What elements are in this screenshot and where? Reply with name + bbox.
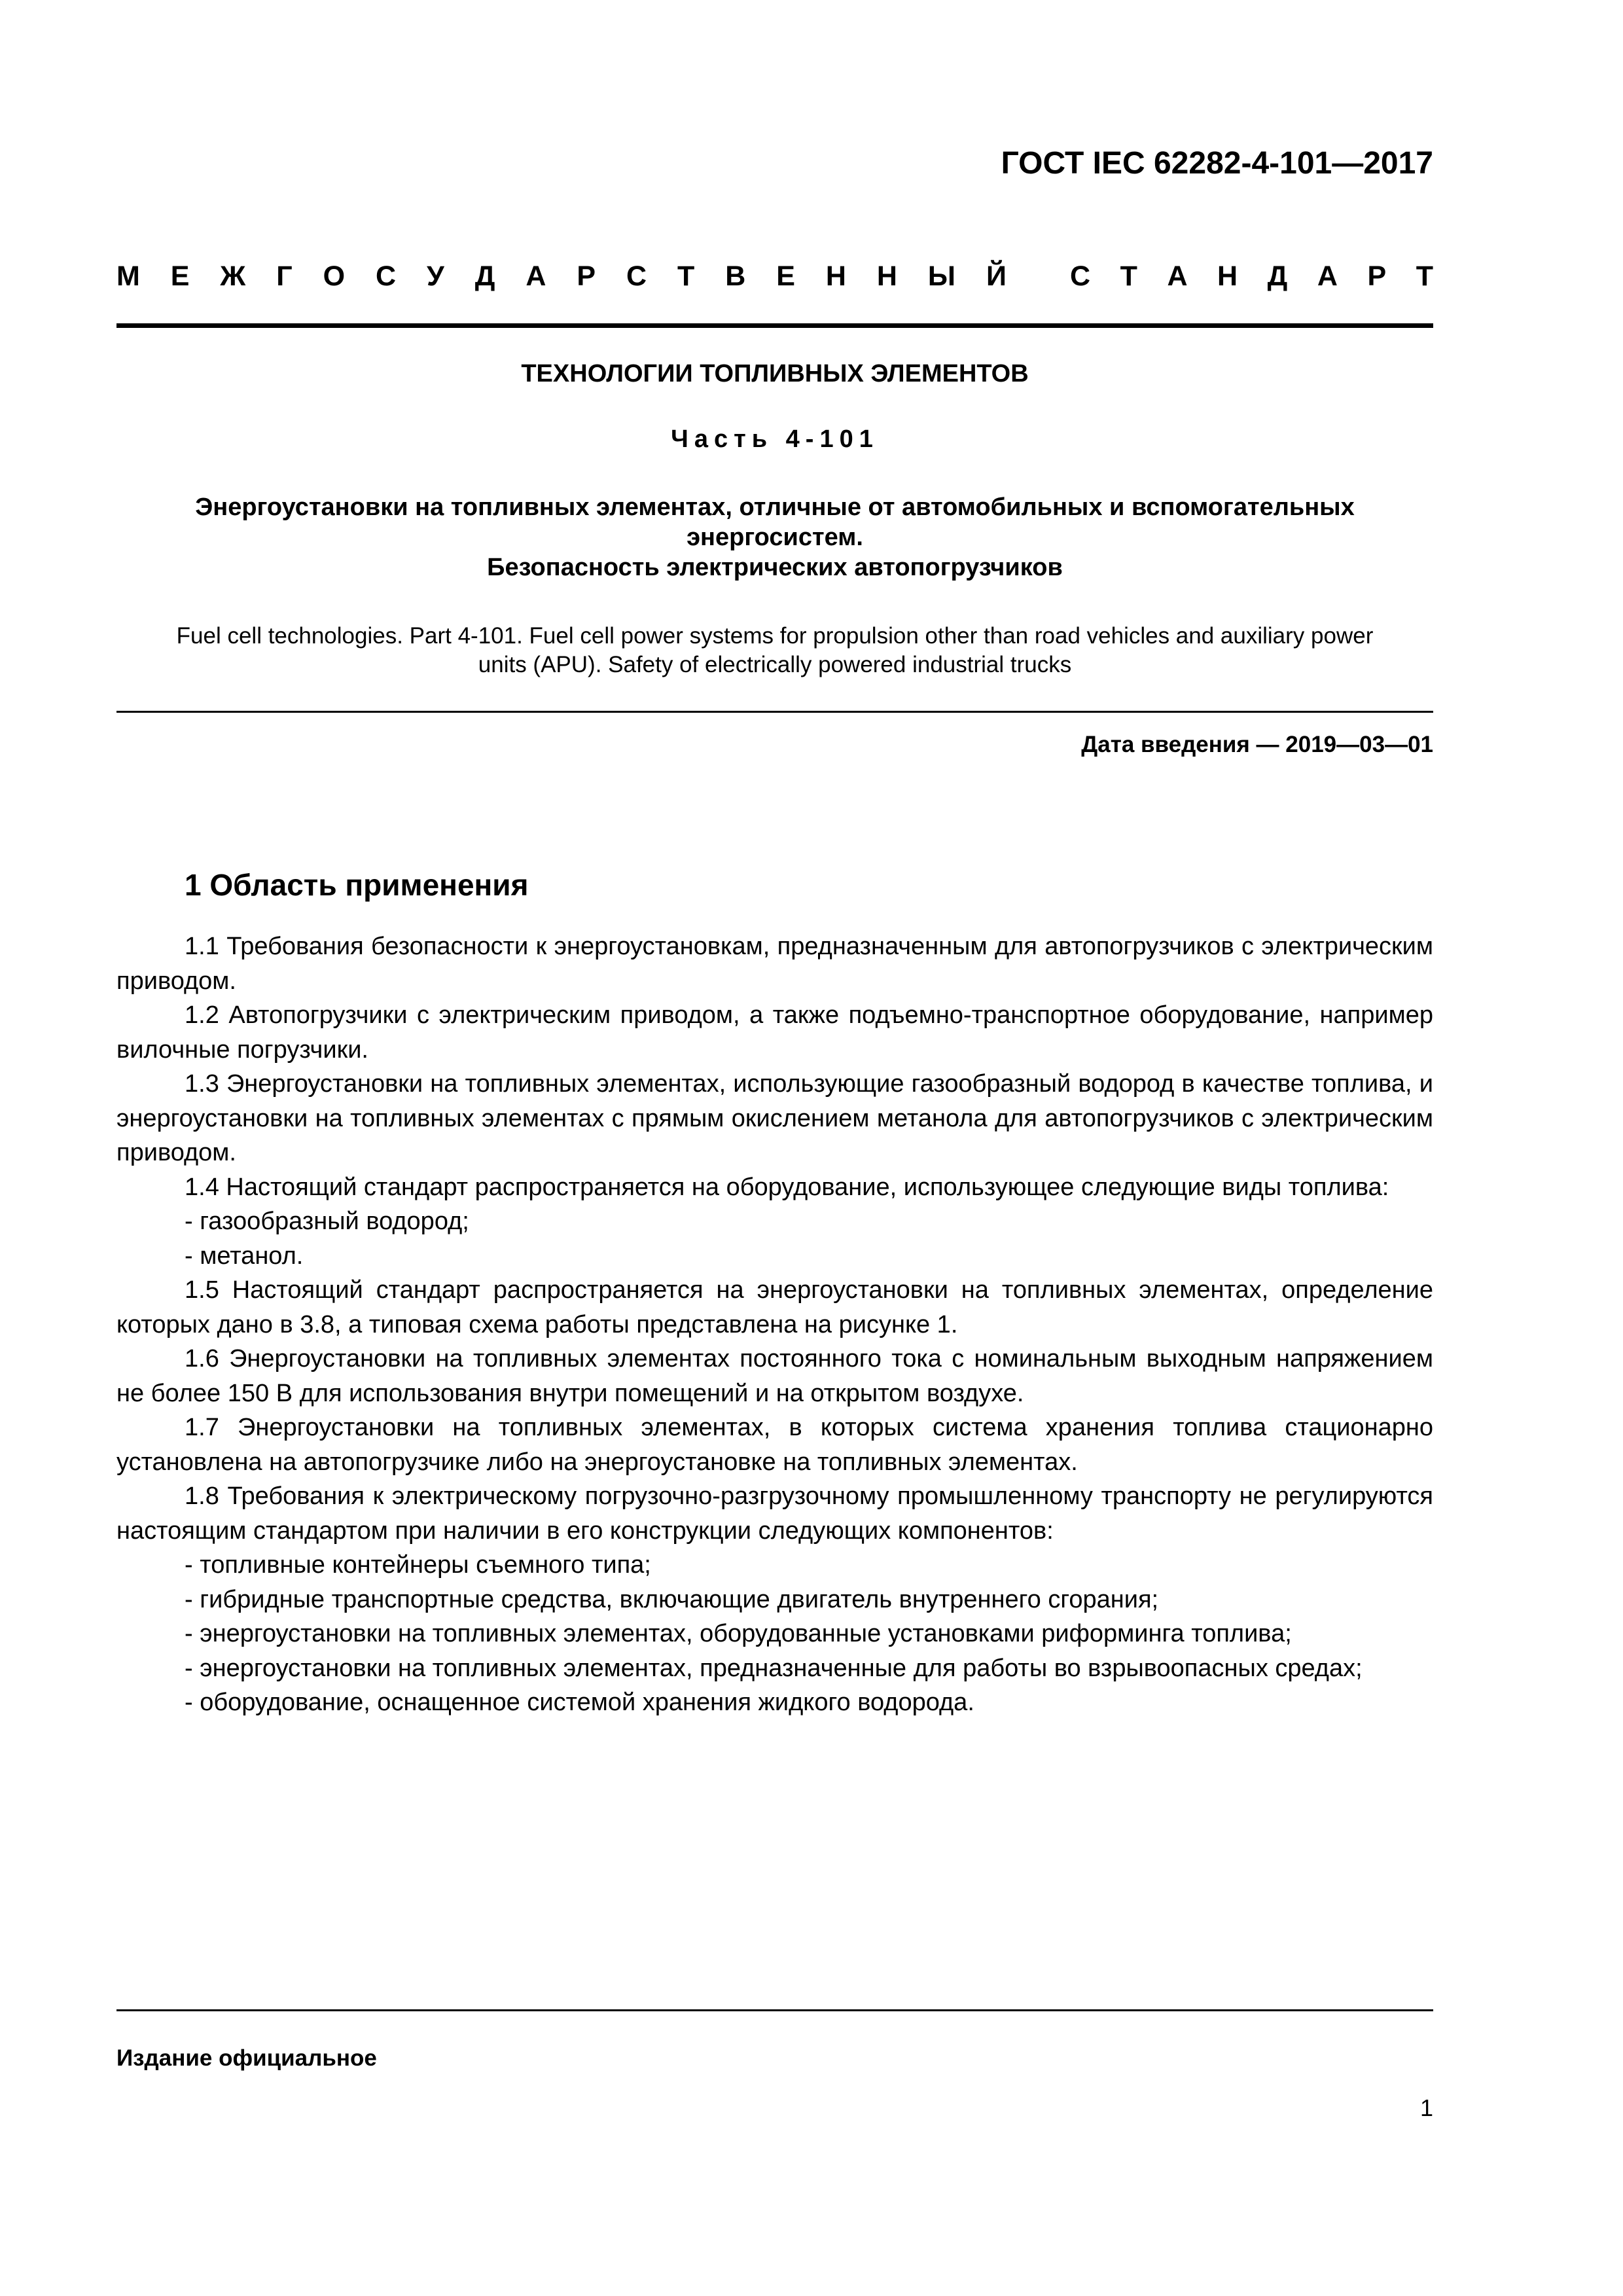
letter: Ы	[927, 260, 956, 292]
list-item: - топливные контейнеры съемного типа;	[185, 1551, 651, 1579]
header-divider	[116, 323, 1433, 328]
letter: Т	[677, 260, 695, 292]
list-item: - гибридные транспортные средства, включающие двигатель внутреннего сгорания;	[185, 1585, 1159, 1613]
letter: Г	[276, 260, 293, 292]
letter: Д	[1267, 260, 1288, 292]
letter: Т	[1120, 260, 1137, 292]
section-heading: 1 Область применения	[185, 868, 529, 902]
letter: М	[116, 260, 140, 292]
letter: А	[526, 260, 546, 292]
document-subtitle	[116, 492, 1433, 583]
paragraph: 1.8 Требования к электрическому погрузочно-разгрузочному промышленному транспорту не регулируются настоящим стандартом при наличии в его конструкции следующих компонентов:	[116, 1482, 1433, 1545]
letter: А	[1167, 260, 1188, 292]
letter: Е	[170, 260, 190, 292]
paragraph: 1.2 Автопогрузчики с электрическим приводом, а также подъемно-транспортное оборудование, например вилочные погрузчики.	[116, 1001, 1433, 1064]
letter: Н	[1217, 260, 1238, 292]
footer-divider	[116, 2009, 1433, 2011]
english-title-line: Fuel cell technologies. Part 4-101. Fuel cell power systems for propulsion other than road vehicles and auxiliary power	[176, 623, 1374, 649]
letter: Е	[776, 260, 795, 292]
letter: Н	[825, 260, 846, 292]
list-item: - оборудование, оснащенное системой хранения жидкого водорода.	[185, 1689, 974, 1716]
letter: У	[427, 260, 444, 292]
standard-type-line	[116, 260, 1433, 293]
subtitle-line: Безопасность электрических автопогрузчиков	[487, 554, 1063, 581]
list-item: - газообразный водород;	[185, 1208, 469, 1235]
english-title	[116, 622, 1433, 679]
edition-label: Издание официальное	[116, 2045, 377, 2071]
part-number: Часть 4-101	[671, 425, 879, 453]
list-item: - энергоустановки на топливных элементах, предназначенные для работы во взрывоопасных средах;	[185, 1654, 1363, 1682]
list-item: - метанол.	[185, 1242, 304, 1270]
paragraph: 1.4 Настоящий стандарт распространяется на оборудование, использующее следующие виды топлива:	[185, 1173, 1389, 1201]
letter: С	[626, 260, 647, 292]
letter: Ж	[220, 260, 246, 292]
paragraph: 1.3 Энергоустановки на топливных элементах, использующие газообразный водород в качестве топлива, и энергоустановки на топливных элементах с прямым окислением метанола для автопогрузчиков с электрическим приводом.	[116, 1070, 1433, 1166]
letter: С	[376, 260, 397, 292]
subtitle-line: Энергоустановки на топливных элементах, отличные от автомобильных и вспомогательных	[195, 493, 1355, 521]
letter: Й	[986, 260, 1007, 292]
standard-type-word-standard	[1070, 260, 1433, 293]
paragraph: 1.5 Настоящий стандарт распространяется на энергоустановки на топливных элементах, определение которых дано в 3.8, а типовая схема работы представлена на рисунке 1.	[116, 1276, 1433, 1338]
document-title: ТЕХНОЛОГИИ ТОПЛИВНЫХ ЭЛЕМЕНТОВ	[521, 360, 1029, 387]
letter: С	[1070, 260, 1091, 292]
introduction-date: Дата введения — 2019—03—01	[1081, 732, 1433, 757]
title-divider	[116, 711, 1433, 713]
page-number: 1	[1419, 2094, 1433, 2121]
section-body	[116, 929, 1433, 1720]
letter: В	[725, 260, 746, 292]
paragraph: 1.6 Энергоустановки на топливных элементах постоянного тока с номинальным выходным напряжением не более 150 В для использования внутри помещений и на открытом воздухе.	[116, 1345, 1433, 1407]
letter: О	[323, 260, 346, 292]
standard-type-word-interstate	[116, 260, 1007, 293]
letter: Т	[1416, 260, 1433, 292]
paragraph: 1.1 Требования безопасности к энергоустановкам, предназначенным для автопогрузчиков с электрическим приводом.	[116, 933, 1433, 995]
letter: Н	[876, 260, 897, 292]
list-item: - энергоустановки на топливных элементах, оборудованные установками риформинга топлива;	[185, 1620, 1292, 1647]
english-title-line: units (APU). Safety of electrically powered industrial trucks	[478, 652, 1072, 677]
letter: А	[1317, 260, 1338, 292]
letter: Д	[474, 260, 495, 292]
subtitle-line: энергосистем.	[687, 524, 863, 551]
paragraph: 1.7 Энергоустановки на топливных элементах, в которых система хранения топлива стационарно установлена на автопогрузчике либо на энергоустановке на топливных элементах.	[116, 1414, 1433, 1476]
standard-code: ГОСТ IEC 62282-4-101—2017	[1001, 146, 1433, 181]
letter: Р	[577, 260, 596, 292]
letter: Р	[1367, 260, 1387, 292]
